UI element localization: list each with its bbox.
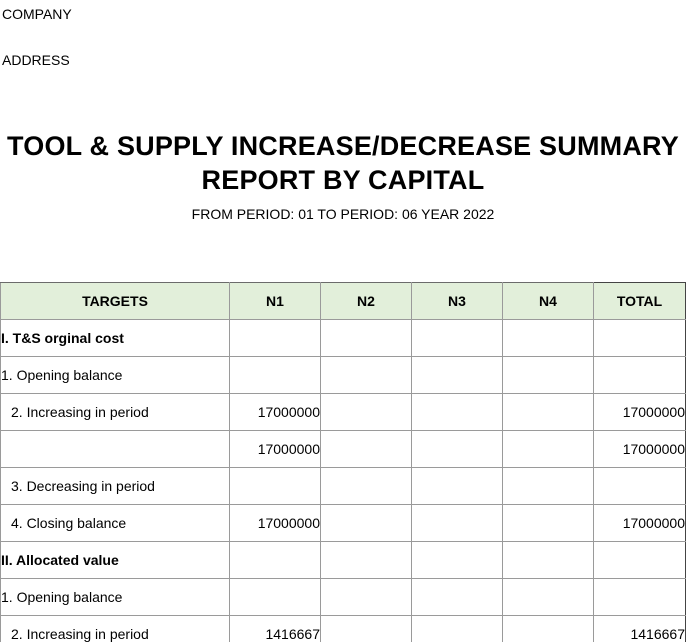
cell-total: [594, 579, 686, 616]
report-title: [0, 129, 686, 197]
cell-n2: [321, 468, 412, 505]
cell-n1: [230, 542, 321, 579]
table-row: [1, 505, 686, 542]
cell-target: 2. Increasing in period: [1, 394, 230, 431]
table-row: [1, 468, 686, 505]
cell-n3: [412, 616, 503, 642]
table-row: [1, 579, 686, 616]
column-header-n2: N2: [321, 283, 412, 320]
cell-target: 2. Increasing in period: [1, 616, 230, 642]
cell-target: I. T&S orginal cost: [1, 320, 230, 357]
cell-n2: [321, 357, 412, 394]
cell-n3: [412, 431, 503, 468]
cell-n2: [321, 542, 412, 579]
cell-n2: [321, 320, 412, 357]
cell-n4: [503, 394, 594, 431]
cell-n4: [503, 357, 594, 394]
cell-target: II. Allocated value: [1, 542, 230, 579]
report-title-line2: REPORT BY CAPITAL: [201, 165, 485, 195]
cell-n1: 17000000: [230, 431, 321, 468]
cell-n2: [321, 505, 412, 542]
cell-target: 3. Decreasing in period: [1, 468, 230, 505]
column-header-n4: N4: [503, 283, 594, 320]
cell-n1: [230, 468, 321, 505]
cell-n4: [503, 579, 594, 616]
table-row: [1, 357, 686, 394]
cell-n3: [412, 320, 503, 357]
cell-target: 1. Opening balance: [1, 357, 230, 394]
cell-target: [1, 431, 230, 468]
report-title-line1: TOOL & SUPPLY INCREASE/DECREASE SUMMARY: [7, 131, 679, 161]
cell-n1: [230, 357, 321, 394]
table-row: [1, 542, 686, 579]
table-row: [1, 320, 686, 357]
cell-n1: 1416667: [230, 616, 321, 642]
cell-total: 17000000: [594, 505, 686, 542]
cell-n3: [412, 394, 503, 431]
table-row: [1, 431, 686, 468]
cell-n1: 17000000: [230, 505, 321, 542]
column-header-n3: N3: [412, 283, 503, 320]
cell-n4: [503, 468, 594, 505]
cell-total: [594, 357, 686, 394]
cell-n1: [230, 579, 321, 616]
cell-total: [594, 468, 686, 505]
cell-total: 1416667: [594, 616, 686, 642]
cell-n3: [412, 468, 503, 505]
table-row: [1, 616, 686, 642]
column-header-targets: TARGETS: [1, 283, 230, 320]
cell-n2: [321, 394, 412, 431]
cell-n2: [321, 616, 412, 642]
cell-n1: [230, 320, 321, 357]
cell-n1: 17000000: [230, 394, 321, 431]
cell-n4: [503, 320, 594, 357]
cell-n4: [503, 431, 594, 468]
cell-n2: [321, 431, 412, 468]
cell-n3: [412, 579, 503, 616]
cell-total: 17000000: [594, 431, 686, 468]
cell-n2: [321, 579, 412, 616]
cell-n4: [503, 616, 594, 642]
summary-table: [0, 282, 686, 642]
cell-total: [594, 320, 686, 357]
address-label: ADDRESS: [2, 52, 70, 68]
table-row: [1, 394, 686, 431]
column-header-n1: N1: [230, 283, 321, 320]
cell-n4: [503, 542, 594, 579]
column-header-total: TOTAL: [594, 283, 686, 320]
cell-n4: [503, 505, 594, 542]
cell-total: 17000000: [594, 394, 686, 431]
cell-target: 4. Closing balance: [1, 505, 230, 542]
table-header-row: [1, 283, 686, 320]
cell-total: [594, 542, 686, 579]
company-label: COMPANY: [2, 6, 72, 22]
report-period: FROM PERIOD: 01 TO PERIOD: 06 YEAR 2022: [191, 206, 495, 222]
cell-n3: [412, 505, 503, 542]
cell-target: 1. Opening balance: [1, 579, 230, 616]
cell-n3: [412, 357, 503, 394]
cell-n3: [412, 542, 503, 579]
